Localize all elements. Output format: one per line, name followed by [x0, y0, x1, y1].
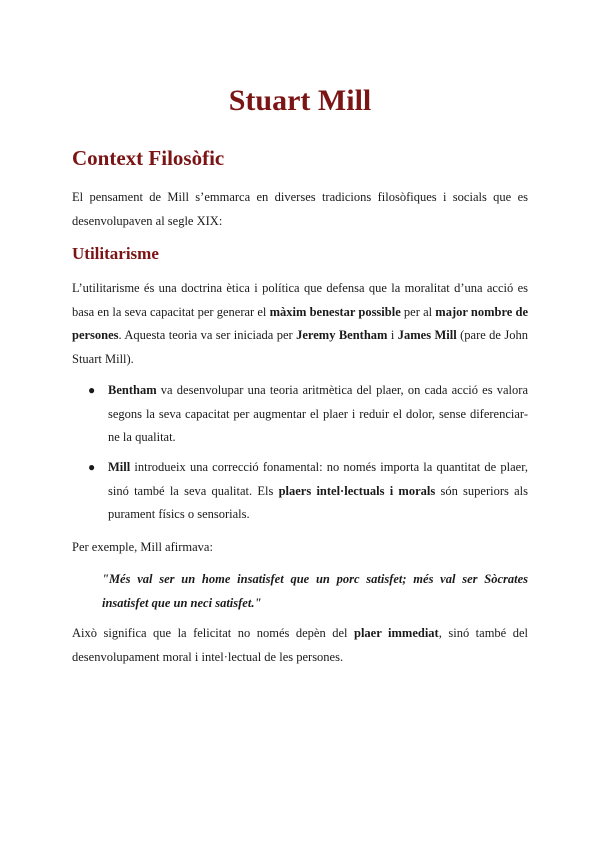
bullet-bentham: Bentham va desenvolupar una teoria aritmètica del plaer, on cada acció es valora segons la seva capacitat per augmentar el plaer i reduir el dolor, sense diferenciar-ne la qualitat. — [108, 383, 528, 444]
mill-quote: "Més val ser un home insatisfet que un porc satisfet; més val ser Sòcrates insatisfet que un neci satisfet." — [102, 572, 528, 610]
subsection-heading: Utilitarisme — [72, 244, 159, 263]
page-title: Stuart Mill — [228, 84, 372, 117]
conclusion-paragraph: Això significa que la felicitat no només depèn del plaer immediat, sinó també del desenvolupament moral i intel·lectual de les persones. — [72, 626, 528, 664]
section-heading: Context Filosòfic — [72, 146, 225, 170]
bullet-dot: ● — [88, 460, 96, 474]
bullet-mill: Mill introdueix una correcció fonamental: no només importa la quantitat de plaer, sinó també la seva qualitat. Els plaers intel·lectuals i morals són superiors als purament físics o sensorials. — [108, 460, 528, 521]
intro-paragraph: El pensament de Mill s’emmarca en diverses tradicions filosòfiques i socials que es desenvolupaven al segle XIX: — [72, 190, 528, 228]
example-intro: Per exemple, Mill afirmava: — [72, 540, 213, 554]
bullet-dot: ● — [88, 383, 96, 397]
utilitarianism-paragraph: L’utilitarisme és una doctrina ètica i política que defensa que la moralitat d’una acció es basa en la seva capacitat per generar el màxim benestar possible per al major nombre de persones. Aquesta teoria va ser iniciada per Jeremy Bentham i James Mill (pare de John Stuart Mill). — [72, 281, 529, 366]
